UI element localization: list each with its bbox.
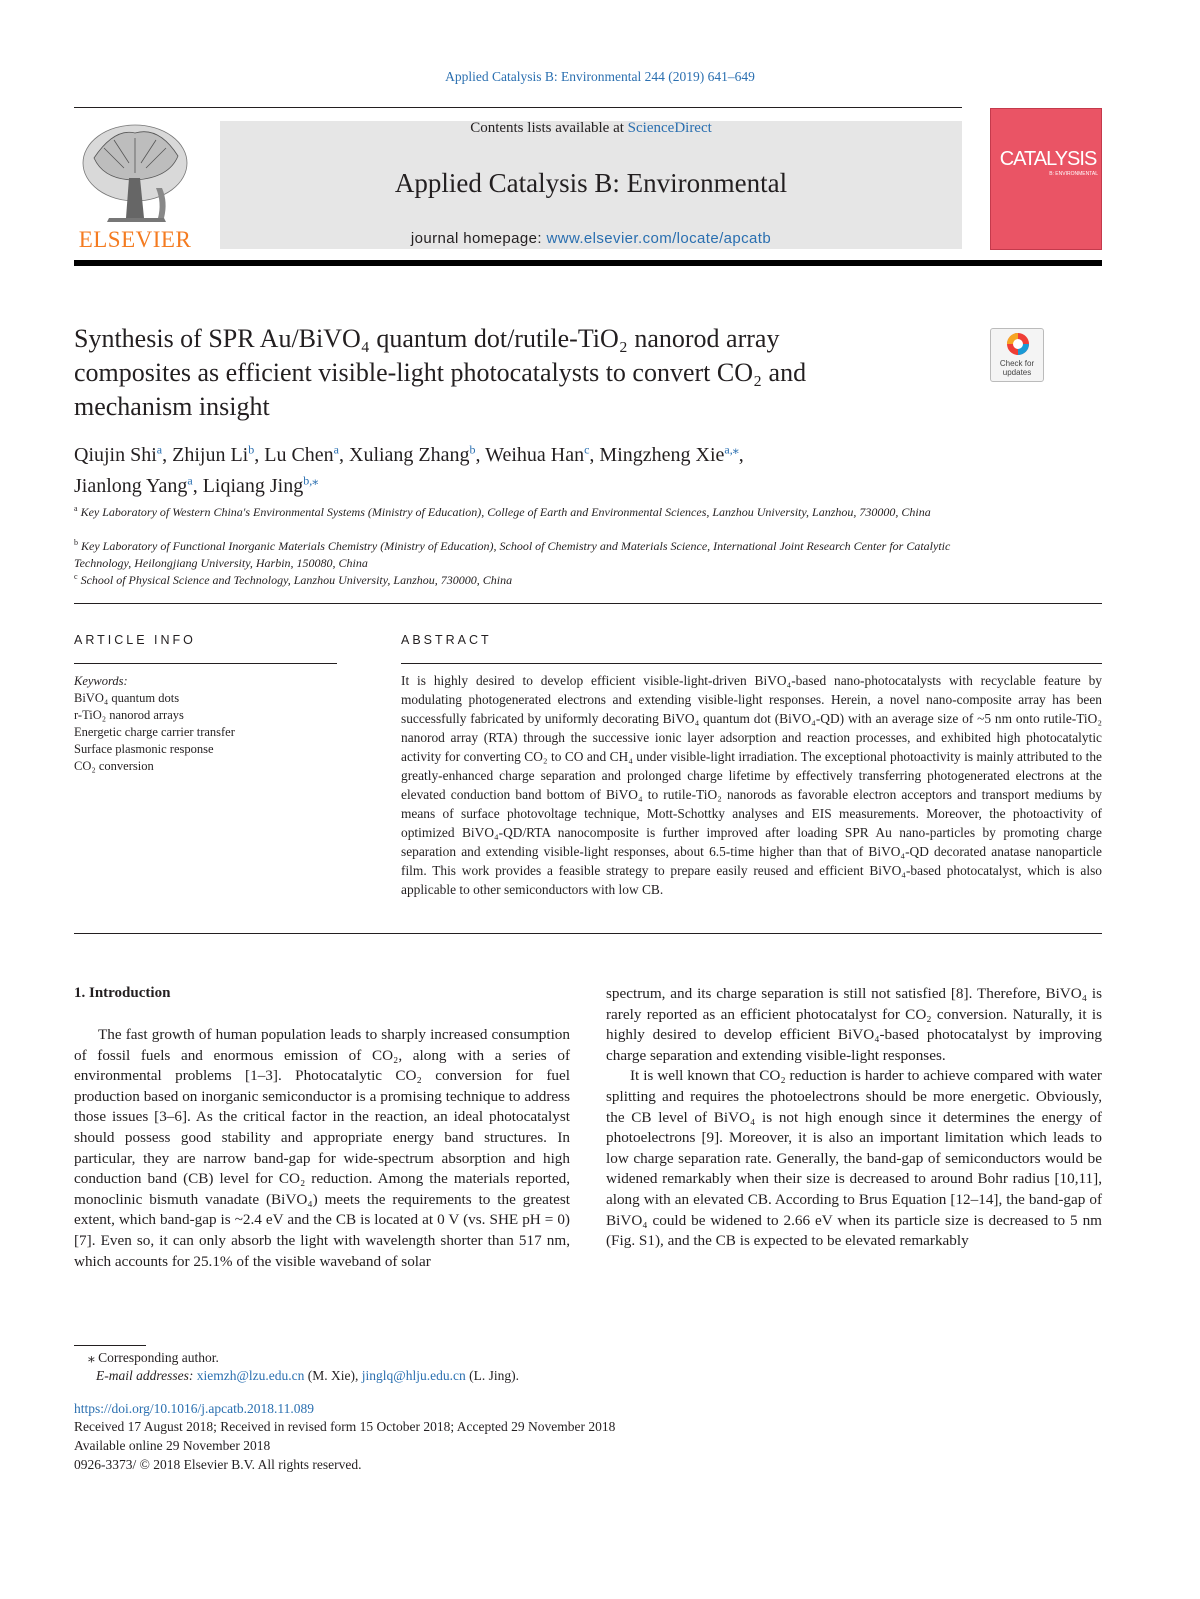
abstract-heading: ABSTRACT — [401, 633, 492, 647]
keyword: Surface plasmonic response — [74, 742, 214, 756]
received-dates: Received 17 August 2018; Received in revised form 15 October 2018; Accepted 29 November 2018 — [74, 1419, 616, 1434]
abstract-bottom-rule — [74, 933, 1102, 934]
author[interactable]: Xuliang Zhang$^b$, — [349, 442, 486, 466]
keywords-label: Keywords: — [74, 674, 128, 688]
keyword: r-TiO₂ nanorod arrays — [74, 708, 184, 722]
author[interactable]: Zhijun Li$^b$, — [172, 442, 265, 466]
corresponding-author-note: ⁎ Corresponding author. — [88, 1350, 219, 1365]
contents-line — [220, 120, 962, 137]
affiliation-b: $^b$ Key Laboratory of Functional Inorganic Materials Chemistry (Ministry of Education), School of Chemistry and Materials Science, International Joint Research Center for Catalytic Technology, Heilongjiang University, Harbin, 150080, China — [74, 538, 951, 570]
homepage-link[interactable]: www.elsevier.com/locate/apcatb — [546, 230, 772, 247]
affiliation-a: $^a$ Key Laboratory of Western China's Environmental Systems (Ministry of Education), College of Earth and Environmental Sciences, Lanzhou University, Lanzhou, 730000, China — [74, 504, 931, 519]
section-rule — [74, 603, 1102, 604]
title-line: Synthesis of SPR Au/BiVO₄ quantum dot/rutile-TiO₂ nanorod array — [74, 324, 780, 353]
introduction-heading: 1. Introduction — [74, 985, 171, 1001]
keyword: BiVO₄ quantum dots — [74, 691, 180, 705]
cover-wordmark: CATALYSIS — [999, 148, 1097, 170]
journal-cover-image — [990, 108, 1102, 250]
available-online: Available online 29 November 2018 — [74, 1438, 271, 1453]
doi-link[interactable]: https://doi.org/10.1016/j.apcatb.2018.11.089 — [74, 1401, 314, 1416]
header-rule — [74, 107, 962, 108]
sciencedirect-link[interactable]: ScienceDirect — [627, 120, 712, 136]
article-title — [74, 322, 954, 424]
article-info-heading: ARTICLE INFO — [74, 633, 196, 647]
abstract-text: It is highly desired to develop efficient visible-light-driven BiVO₄-based nano-photocatalysts with recyclable feature by modulating photogenerated electrons and extending visible-light responses. Herein, a novel nano-composite array has been successfully fabricated by uniformly decorating BiVO₄ quantum dot (BiVO₄-QD) with an average size of ~5 nm onto rutile-TiO₂ nanorod array (RTA) through the successive ionic layer adsorption and reaction processes, and exhibited high photocatalytic activity for converting CO₂ to CO and CH₄ under visible-light irradiation. The exceptional photoactivity is mainly attributed to the greatly-enhanced charge separation and prolonged charge lifetime by effectively transferring photogenerated electrons at the elevated conduction band bottom of BiVO₄ to rutile-TiO₂ nanorods as favorable electron acceptors and transport mediums by means of surface photovoltage technique, Mott-Schottky analyses and EIS measurements. Moreover, the photoactivity of optimized BiVO₄-QD/RTA nanocomposite is further improved after loading SPR Au nano-particles by promoting charge separation and extending visible-light responses, about 6.5-time higher than that of BiVO₄-QD decorated anatase nanoparticle film. This work provides a feasible strategy to prepare easily reused and efficient BiVO₄-based photocatalyst, which is also applicable to other semiconductors with low CB. — [401, 673, 1102, 897]
affiliation-c: $^c$ School of Physical Science and Technology, Lanzhou University, Lanzhou, 730000, China — [74, 572, 513, 587]
homepage-label: journal homepage: — [410, 230, 547, 247]
crossmark-icon — [991, 329, 1045, 359]
check-for-updates-label: Check for updates — [999, 359, 1035, 377]
homepage-line — [220, 230, 962, 247]
intro-paragraph: The fast growth of human population leads to sharply increased consumption of fossil fuels and enormous emission of CO₂, along with a series of environmental problems [1–3]. Photocatalytic CO₂ conversion for fuel production based on inorganic semiconductor is a promising technique to address those issues [3–6]. As the critical factor in the reaction, an ideal photocatalyst should possess good stability and appropriate energy band structures. In particular, they are narrow band-gap for wide-spectrum absorption and high conduction band (CB) level for CO₂ reduction. Among the materials reported, monoclinic bismuth vanadate (BiVO₄) meets the requirements to the greatest extent, which band-gap is ~2.4 eV and the CB is located at 0 V (vs. SHE pH = 0) [7]. Even so, it can only absorb the light with wavelength shorter than 517 nm, which accounts for 25.1% of the visible waveband of solar — [74, 1026, 570, 1270]
cover-subtitle: B: ENVIRONMENTAL — [1049, 171, 1098, 177]
title-line: composites as efficient visible-light photocatalysts to convert CO₂ and — [74, 358, 807, 387]
email-link[interactable]: jinglq@hlju.edu.cn — [361, 1368, 466, 1383]
author[interactable]: Jianlong Yang$^a$, — [74, 473, 203, 498]
masthead-rule — [74, 260, 1102, 266]
author-list — [74, 436, 974, 499]
email-link[interactable]: xiemzh@lzu.edu.cn — [196, 1368, 305, 1383]
article-info-rule — [74, 663, 337, 664]
author[interactable]: Qiujin Shi$^a$, — [74, 442, 173, 466]
email-addresses: E-mail addresses: xiemzh@lzu.edu.cn (M. Xie), jinglq@hlju.edu.cn (L. Jing). — [96, 1368, 519, 1383]
title-line: mechanism insight — [74, 392, 270, 421]
author[interactable]: Mingzheng Xie$^{a,⁎}$, — [599, 442, 744, 466]
keyword: CO₂ conversion — [74, 759, 154, 773]
keywords-block — [74, 673, 334, 775]
author[interactable]: Lu Chen$^a$, — [264, 442, 349, 466]
keyword: Energetic charge carrier transfer — [74, 725, 235, 739]
contents-label: Contents lists available at — [470, 120, 628, 136]
author[interactable]: Weihua Han$^c$, — [485, 442, 600, 466]
copyright: 0926-3373/ © 2018 Elsevier B.V. All rights reserved. — [74, 1457, 362, 1472]
journal-reference[interactable]: Applied Catalysis B: Environmental 244 (2019) 641–649 — [445, 69, 755, 84]
journal-title: Applied Catalysis B: Environmental — [394, 168, 788, 198]
footnote-rule — [74, 1345, 146, 1346]
elsevier-wordmark: ELSEVIER — [78, 227, 192, 252]
intro-left-column — [74, 1025, 570, 1272]
author[interactable]: Liqiang Jing$^{b,⁎}$ — [202, 473, 319, 498]
intro-right-column — [606, 984, 1102, 1252]
abstract-rule — [401, 663, 1102, 664]
intro-paragraph: It is well known that CO₂ reduction is harder to achieve compared with water splitting and requires the photoelectrons should be more energetic. Obviously, the CB level of BiVO₄ is not high enough since it determines the energy of photoelectrons [9]. Moreover, it is also an important limitation which leads to low charge separation rate. Generally, the band-gap of semiconductors would be widened remarkably when their size is decreased to around Bohr radius [10,11], along with an elevated CB. According to Brus Equation [12–14], the band-gap of BiVO₄ could be widened to 2.66 eV when its particle size is decreased to 5 nm (Fig. S1), and the CB is expected to be elevated remarkably — [606, 1067, 1102, 1250]
intro-paragraph: spectrum, and its charge separation is still not satisfied [8]. Therefore, BiVO₄ is rarely reported as an efficient photocatalyst for CO₂ conversion. Naturally, it is highly desired to develop efficient BiVO₄-based photocatalyst by improving charge separation and extending visible-light responses. — [606, 985, 1102, 1064]
